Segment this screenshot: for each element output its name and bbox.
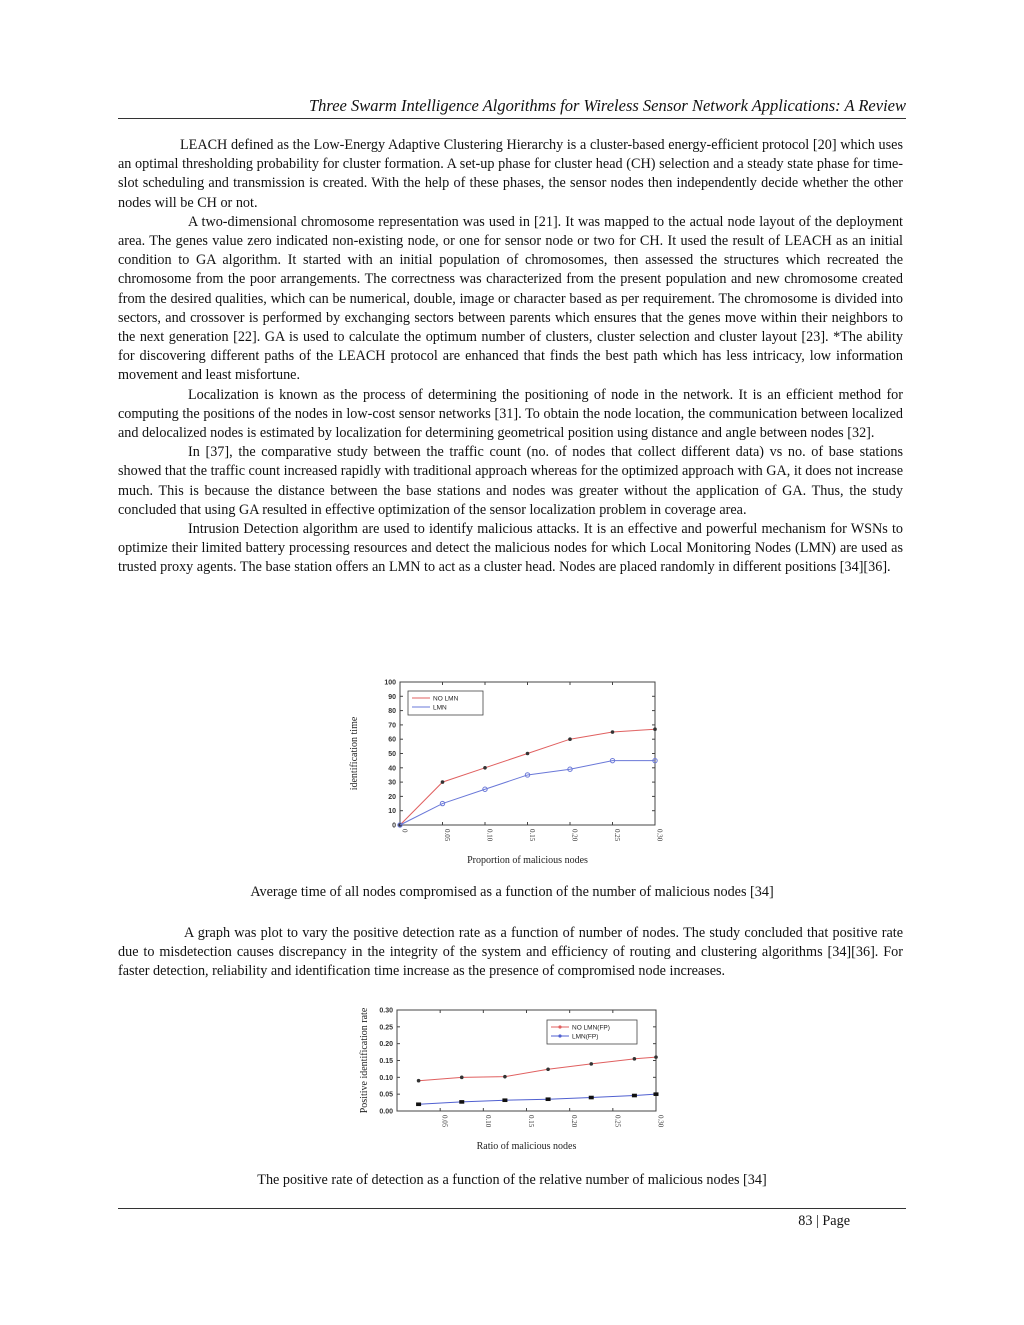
data-marker — [568, 737, 572, 741]
body-section-middle — [118, 924, 903, 982]
legend-label: NO LMN(FP) — [572, 1024, 610, 1032]
data-marker — [417, 1079, 421, 1083]
legend-label: LMN(FP) — [572, 1033, 599, 1041]
y-tick-label: 0 — [392, 822, 396, 830]
y-tick-label: 0.20 — [379, 1041, 393, 1049]
x-tick-label: 0.25 — [613, 829, 621, 842]
data-marker — [441, 780, 445, 784]
body-section-top — [118, 136, 903, 578]
data-marker — [416, 1102, 421, 1106]
data-marker — [654, 1092, 659, 1096]
x-tick-label: 0.15 — [527, 1115, 535, 1128]
x-tick-label: 0.05 — [440, 1115, 449, 1128]
y-tick-label: 0.05 — [379, 1091, 393, 1099]
paragraph-leach: LEACH defined as the Low-Energy Adaptive Clustering Hierarchy is a cluster-based energy-efficient protocol [20] which uses an optimal thresholding probability for cluster formation. A set-up phase for cluster head (CH) selection and a steady state phase for time-slot scheduling and transmission is created. With the help of these phases, the sensor nodes then independently decide whether the other nodes will be CH or not. — [118, 137, 903, 211]
data-marker — [503, 1075, 507, 1079]
paragraph-chromosome: A two-dimensional chromosome representation was used in [21]. It was mapped to the actual node layout of the deployment area. The genes value zero indicated non-existing node, or one for sensor node or two for CH. It used the result of LEACH as an initial condition to GA algorithm. It started with an initial population of chromosomes, then assessed the structures which recreated the chromosome from the poor arrangements. The correctness was characterized from the present population and new chromosome created from the desired qualities, which can be numerical, double, image or character based as per requirement. The chromosome is divided into sectors, and crossover is performed by exchanging sectors between parents which ensures that the genes move within their neighbors to the next generation [22]. GA is used to calculate the optimum number of clusters, cluster selection and cluster layout [23]. *The ability for discovering different paths of the LEACH protocol are enhanced that finds the best path which has less intricacy, low information movement and least misfortune. — [118, 213, 903, 384]
x-tick-label: 0 — [400, 829, 409, 833]
y-tick-label: 60 — [388, 736, 396, 744]
y-tick-label: 70 — [388, 722, 396, 730]
page-number: 83 | Page — [798, 1213, 850, 1229]
data-marker — [611, 730, 615, 734]
x-tick-label: 0.20 — [570, 1115, 579, 1128]
y-axis-label: identification time — [349, 716, 360, 791]
legend-label: NO LMN — [433, 695, 459, 703]
y-tick-label: 0.00 — [379, 1108, 393, 1116]
y-tick-label: 50 — [388, 751, 396, 758]
x-tick-label: 0.20 — [570, 829, 579, 842]
data-marker — [483, 766, 487, 770]
header-rule — [118, 118, 906, 119]
x-tick-label: 0.10 — [483, 1115, 492, 1128]
y-tick-label: 100 — [384, 679, 396, 687]
figure-identification-time-chart — [345, 672, 665, 872]
figure1-caption: Average time of all nodes compromised as a function of the number of malicious nodes [34] — [250, 884, 774, 900]
data-marker — [460, 1076, 464, 1080]
y-tick-label: 80 — [388, 708, 396, 716]
legend-label: LMN — [433, 704, 447, 712]
y-tick-label: 10 — [388, 808, 396, 816]
data-marker — [526, 752, 530, 756]
line-chart-identification-time — [345, 672, 665, 867]
data-marker — [546, 1067, 550, 1071]
paragraph-localization: Localization is known as the process of determining the positioning of node in the network. It is an efficient method for computing the positions of the nodes in low-cost sensor networks [31]. To obtain the node location, the communication between localized and delocalized nodes is estimated by localization for determining geometrical position using distance and angle between nodes [32]. — [118, 386, 903, 442]
y-tick-label: 40 — [388, 765, 396, 773]
data-marker — [632, 1094, 637, 1098]
data-marker — [589, 1096, 594, 1100]
x-tick-label: 0.15 — [528, 829, 536, 842]
data-marker — [633, 1057, 637, 1061]
line-chart-positive-identification-rate — [355, 1003, 665, 1153]
y-tick-label: 0.15 — [379, 1058, 393, 1065]
y-tick-label: 90 — [388, 693, 396, 701]
legend-marker — [558, 1025, 561, 1028]
y-tick-label: 30 — [388, 779, 396, 787]
footer-rule — [118, 1208, 906, 1209]
paragraph-traffic: In [37], the comparative study between the traffic count (no. of nodes that collect different data) vs no. of base stations showed that the traffic count increased rapidly with traditional approach whereas for the optimized approach with GA, it does not increase much. This is because the distance between the base stations and nodes was greater without the application of GA. Thus, the study concluded that using GA resulted in effective optimization of the sensor localization problem in coverage area. — [118, 444, 903, 518]
legend-marker — [558, 1034, 561, 1037]
data-marker — [459, 1100, 464, 1104]
data-marker — [653, 727, 657, 731]
y-tick-label: 20 — [388, 793, 396, 801]
y-tick-label: 0.25 — [379, 1024, 393, 1032]
y-axis-label: Positive identification rate — [359, 1007, 370, 1114]
x-tick-label: 0.30 — [656, 1115, 665, 1128]
running-header: Three Swarm Intelligence Algorithms for Wireless Sensor Network Applications: A Review — [308, 96, 906, 115]
figure2-caption: The positive rate of detection as a function of the relative number of malicious nodes [34] — [257, 1172, 767, 1188]
x-tick-label: 0.30 — [655, 829, 664, 842]
data-marker — [502, 1098, 507, 1102]
paragraph-intrusion: Intrusion Detection algorithm are used to identify malicious attacks. It is an effective and powerful mechanism for WSNs to optimize their limited battery processing resources and detect the malicious nodes for which Local Monitoring Nodes (LMN) are used as trusted proxy agents. The base station offers an LMN to act as a cluster head. Nodes are placed randomly in different positions [34][36]. — [118, 521, 903, 576]
data-marker — [546, 1097, 551, 1101]
x-tick-label: 0.05 — [443, 829, 451, 842]
data-marker — [589, 1062, 593, 1066]
y-tick-label: 0.30 — [379, 1007, 393, 1015]
x-tick-label: 0.25 — [613, 1115, 622, 1128]
paragraph-positive-rate: A graph was plot to vary the positive detection rate as a function of number of nodes. The study concluded that positive rate due to misdetection causes discrepancy in the integrity of the system and efficiency of routing and clustering algorithms [34][36]. For faster detection, reliability and identification time increase as the presence of compromised node increases. — [118, 925, 903, 980]
y-tick-label: 0.10 — [379, 1074, 393, 1082]
x-tick-label: 0.10 — [485, 829, 494, 842]
data-marker — [654, 1055, 658, 1059]
x-axis-label: Proportion of malicious nodes — [467, 855, 588, 866]
x-axis-label: Ratio of malicious nodes — [476, 1141, 577, 1152]
figure-positive-rate-chart — [355, 1003, 665, 1158]
